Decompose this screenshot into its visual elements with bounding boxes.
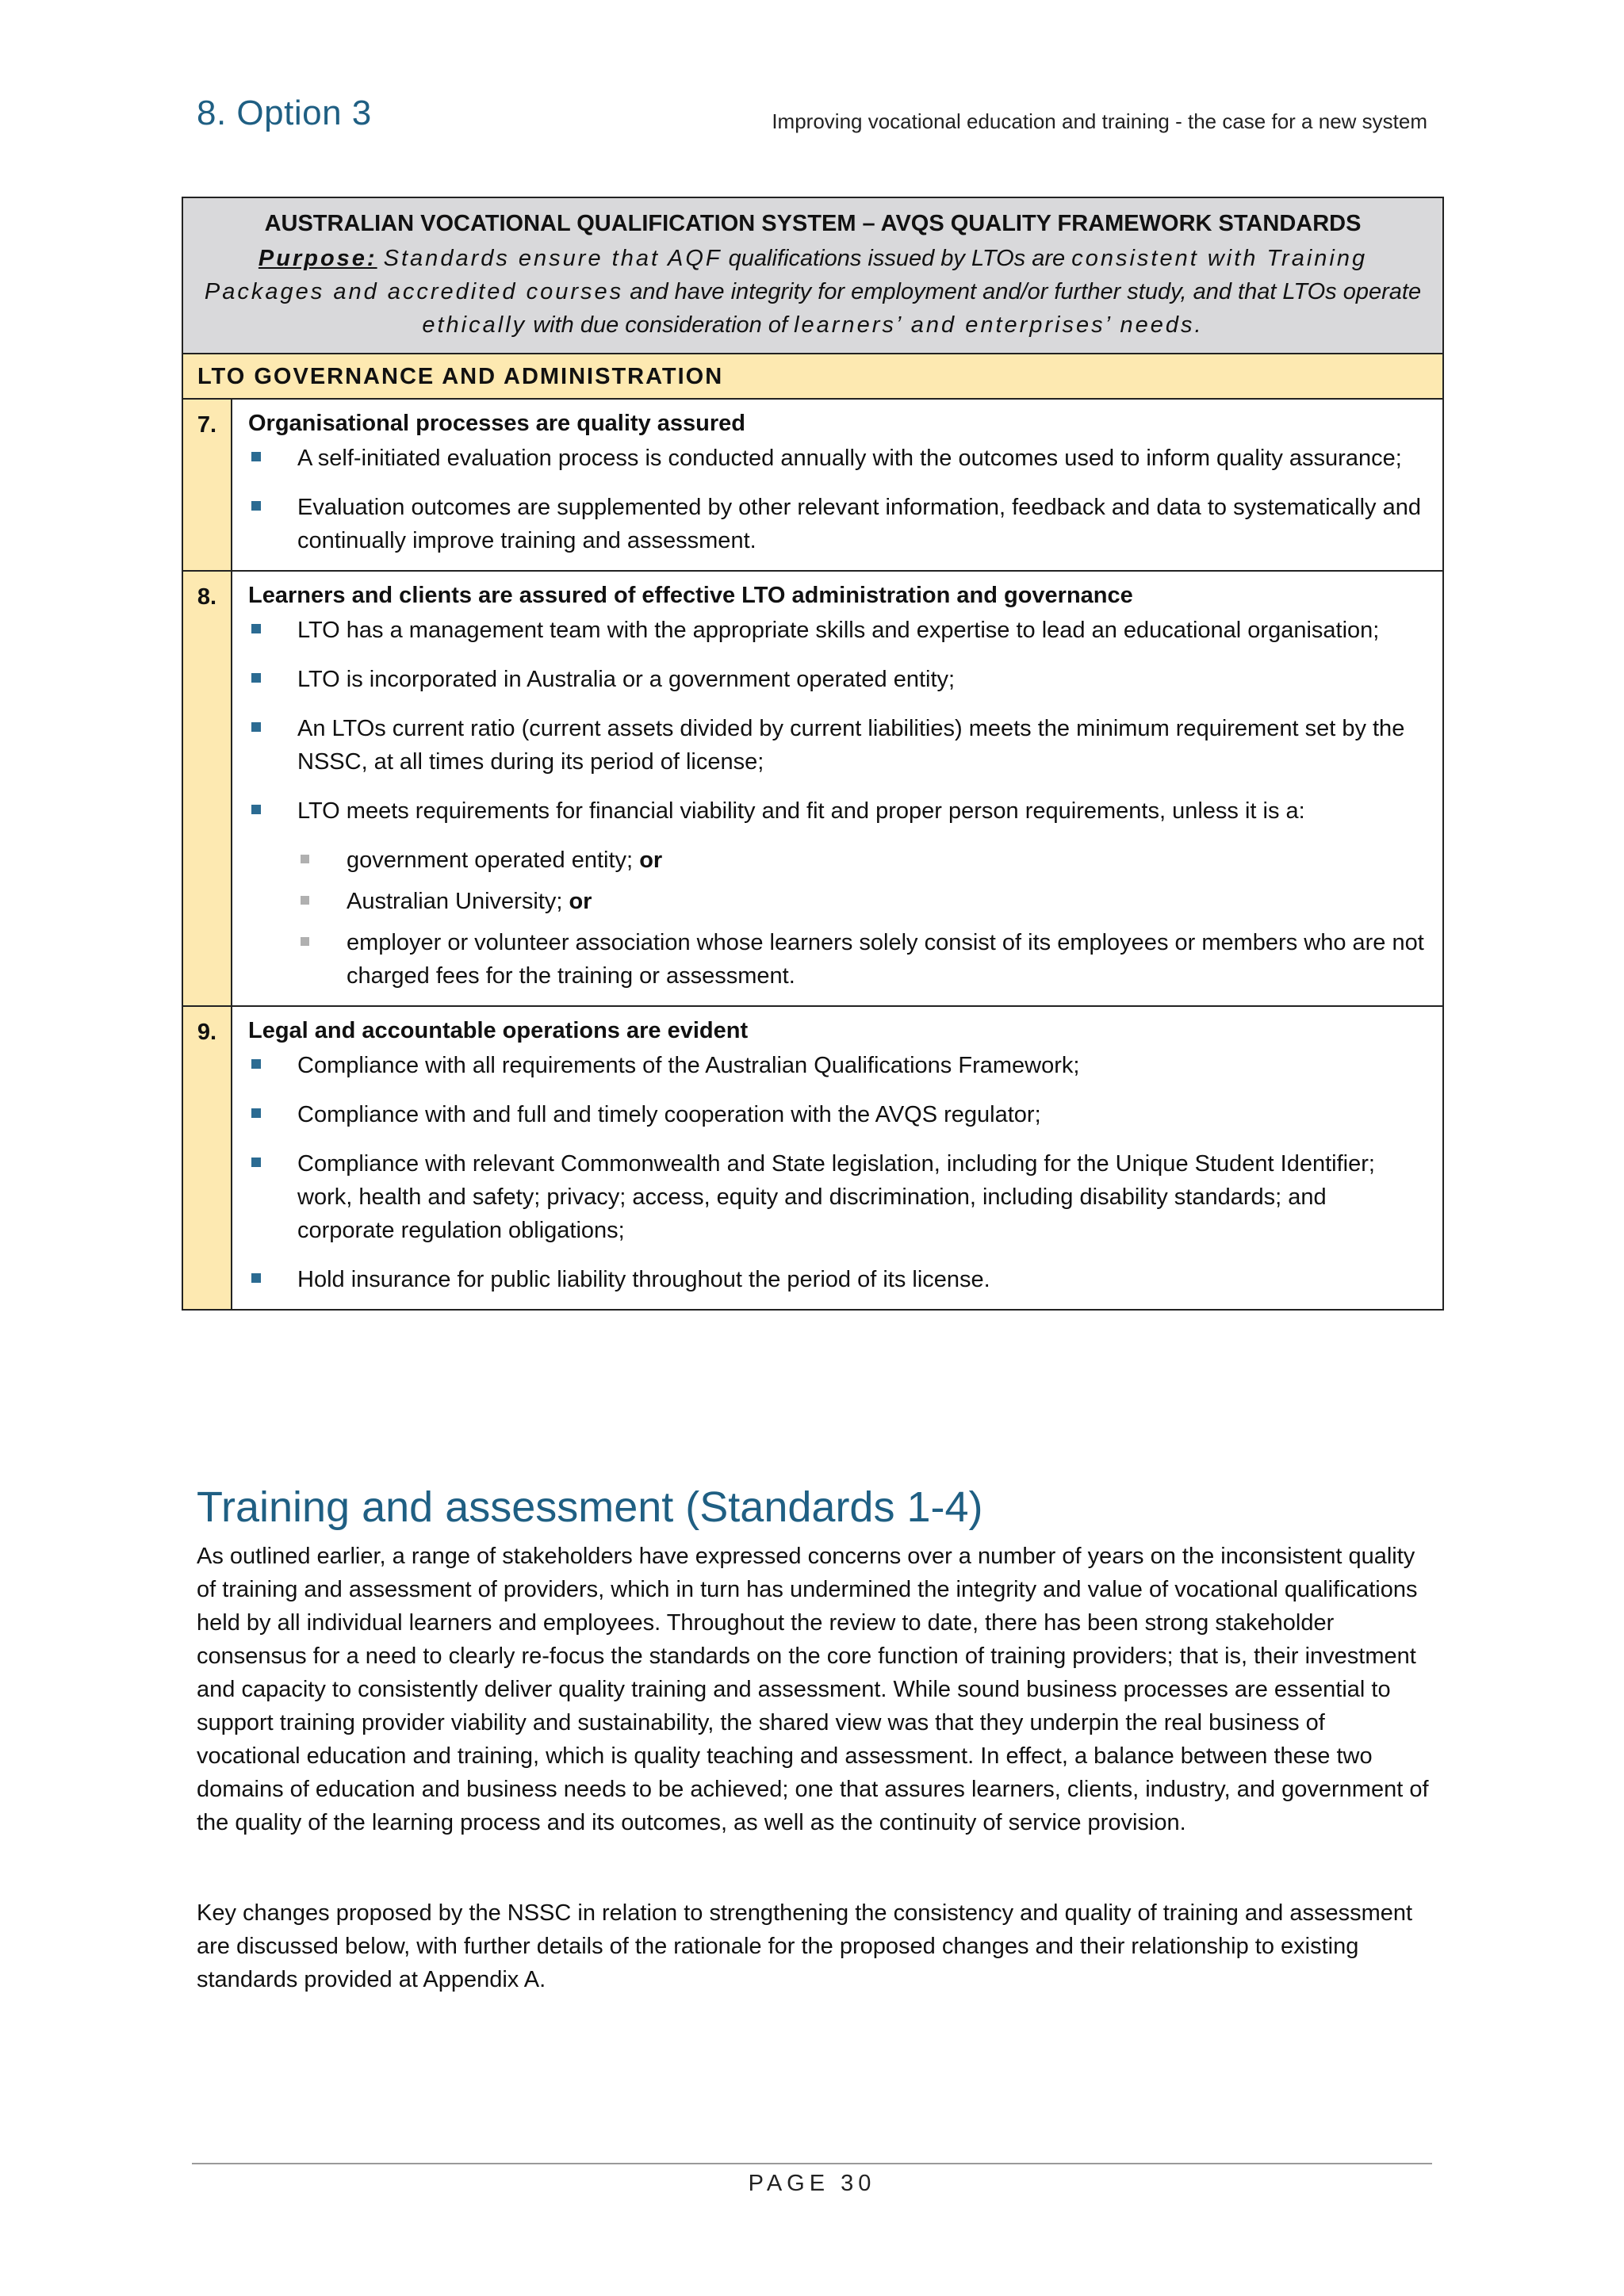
- sub-list-item-text: government operated entity;: [347, 848, 634, 873]
- purpose-statement: [201, 242, 1425, 342]
- standard-number: 9.: [183, 1007, 232, 1309]
- list-item: [248, 663, 1427, 696]
- purpose-text-c: consistent with Training Packages and accredited courses: [204, 246, 1368, 304]
- body-paragraph: Key changes proposed by the NSSC in relation to strengthening the consistency and quality of training and assessment are discussed below, with further details of the rationale for the proposed changes and their relationship to existing standards provided at Appendix A.: [197, 1900, 1413, 1992]
- table-header: [183, 198, 1442, 354]
- purpose-text-g: learners’ and enterprises’ needs.: [794, 312, 1204, 338]
- list-item-text: Compliance with all requirements of the Australian Qualifications Framework;: [297, 1053, 1080, 1078]
- list-item-text: LTO has a management team with the appropriate skills and expertise to lead an educational organisation;: [297, 618, 1380, 643]
- document-title: Improving vocational education and training - the case for a new system: [772, 109, 1427, 133]
- list-item-text: Evaluation outcomes are supplemented by other relevant information, feedback and data to systematically and continually improve training and assessment.: [297, 495, 1421, 553]
- list-item-text: LTO is incorporated in Australia or a government operated entity;: [297, 667, 956, 692]
- sub-list-item-text: Australian University;: [347, 889, 563, 914]
- list-item: [248, 491, 1427, 557]
- subsection-heading: Training and assessment (Standards 1-4): [197, 1483, 983, 1531]
- list-item-text: Compliance with and full and timely cooperation with the AVQS regulator;: [297, 1102, 1041, 1127]
- standard-row: [183, 1007, 1442, 1309]
- standard-number: 7.: [183, 400, 232, 570]
- grey-square-bullet-icon: [301, 937, 309, 946]
- standard-row: [183, 400, 1442, 572]
- page-number: PAGE 30: [748, 2171, 876, 2196]
- standard-title: Organisational processes are quality assured: [248, 411, 745, 436]
- standard-row: [183, 572, 1442, 1007]
- standard-body: [232, 400, 1442, 570]
- sub-list-item-conjunction: or: [569, 889, 592, 914]
- standard-title: Legal and accountable operations are evident: [248, 1018, 749, 1043]
- square-bullet-icon: [251, 1273, 261, 1283]
- list-item: [248, 614, 1427, 647]
- list-item-text: Compliance with relevant Commonwealth and State legislation, including for the Unique Student Identifier; work, health and safety; privacy; access, equity and discrimination, including disability standards; and corporate regulation obligations;: [297, 1151, 1375, 1243]
- list-item: [248, 794, 1427, 828]
- grey-square-bullet-icon: [301, 896, 309, 905]
- list-item: [248, 1147, 1427, 1247]
- standard-body: [232, 572, 1442, 1005]
- list-item: [248, 1098, 1427, 1131]
- standard-number: 8.: [183, 572, 232, 1005]
- standard-title: Learners and clients are assured of effective LTO administration and governance: [248, 583, 1133, 608]
- purpose-text-b: qualifications issued by LTOs are: [728, 246, 1066, 271]
- sub-list-item: [248, 926, 1427, 993]
- sub-list-item-conjunction: or: [639, 848, 663, 873]
- list-item-text: Hold insurance for public liability throughout the period of its license.: [297, 1267, 990, 1292]
- section-heading: 8. Option 3: [197, 94, 372, 132]
- purpose-text-f: with due consideration of: [533, 312, 788, 338]
- square-bullet-icon: [251, 624, 261, 633]
- list-item: [248, 1263, 1427, 1296]
- square-bullet-icon: [251, 673, 261, 683]
- grey-square-bullet-icon: [301, 855, 309, 863]
- square-bullet-icon: [251, 1158, 261, 1167]
- square-bullet-icon: [251, 1108, 261, 1118]
- list-item-text: An LTOs current ratio (current assets divided by current liabilities) meets the minimum requirement set by the NSSC, at all times during its period of license;: [297, 716, 1405, 775]
- purpose-text-d: and have integrity for employment and/or further study, and that LTOs operate: [630, 279, 1422, 304]
- square-bullet-icon: [251, 452, 261, 461]
- square-bullet-icon: [251, 501, 261, 511]
- purpose-label: Purpose:: [258, 246, 377, 271]
- standards-table: [182, 197, 1444, 1311]
- table-title: AUSTRALIAN VOCATIONAL QUALIFICATION SYSTEM – AVQS QUALITY FRAMEWORK STANDARDS: [264, 211, 1362, 236]
- group-heading: LTO GOVERNANCE AND ADMINISTRATION: [183, 354, 1442, 400]
- sub-list-item-text: employer or volunteer association whose learners solely consist of its employees or members who are not charged fees for the training or assessment.: [347, 930, 1424, 989]
- body-paragraph: As outlined earlier, a range of stakeholders have expressed concerns over a number of years on the inconsistent quality of training and assessment of providers, which in turn has undermined the integrity and value of vocational qualifications held by all individual learners and employees. Throughout the review to date, there has been strong stakeholder consensus for a need to clearly re-focus the standards on the core function of training providers; that is, their investment and capacity to consistently deliver quality training and assessment. While sound business processes are essential to support training provider viability and sustainability, the shared view was that they underpin the real business of vocational education and training, which is quality teaching and assessment. In effect, a balance between these two domains of education and business needs to be achieved; one that assures learners, clients, industry, and government of the quality of the learning process and its outcomes, as well as the continuity of service provision.: [197, 1544, 1429, 1835]
- purpose-text-a: Standards ensure that AQF: [383, 246, 722, 271]
- list-item-text: A self-initiated evaluation process is conducted annually with the outcomes used to inform quality assurance;: [297, 446, 1402, 471]
- standard-body: [232, 1007, 1442, 1309]
- list-item: [248, 712, 1427, 779]
- square-bullet-icon: [251, 805, 261, 814]
- list-item-text: LTO meets requirements for financial viability and fit and proper person requirements, unless it is a:: [297, 798, 1305, 824]
- footer-divider: [192, 2163, 1432, 2164]
- purpose-text-e: ethically: [422, 312, 527, 338]
- list-item: [248, 1049, 1427, 1082]
- sub-list-item: [248, 844, 1427, 877]
- list-item: [248, 442, 1427, 475]
- square-bullet-icon: [251, 1059, 261, 1069]
- sub-list-item: [248, 885, 1427, 918]
- square-bullet-icon: [251, 722, 261, 732]
